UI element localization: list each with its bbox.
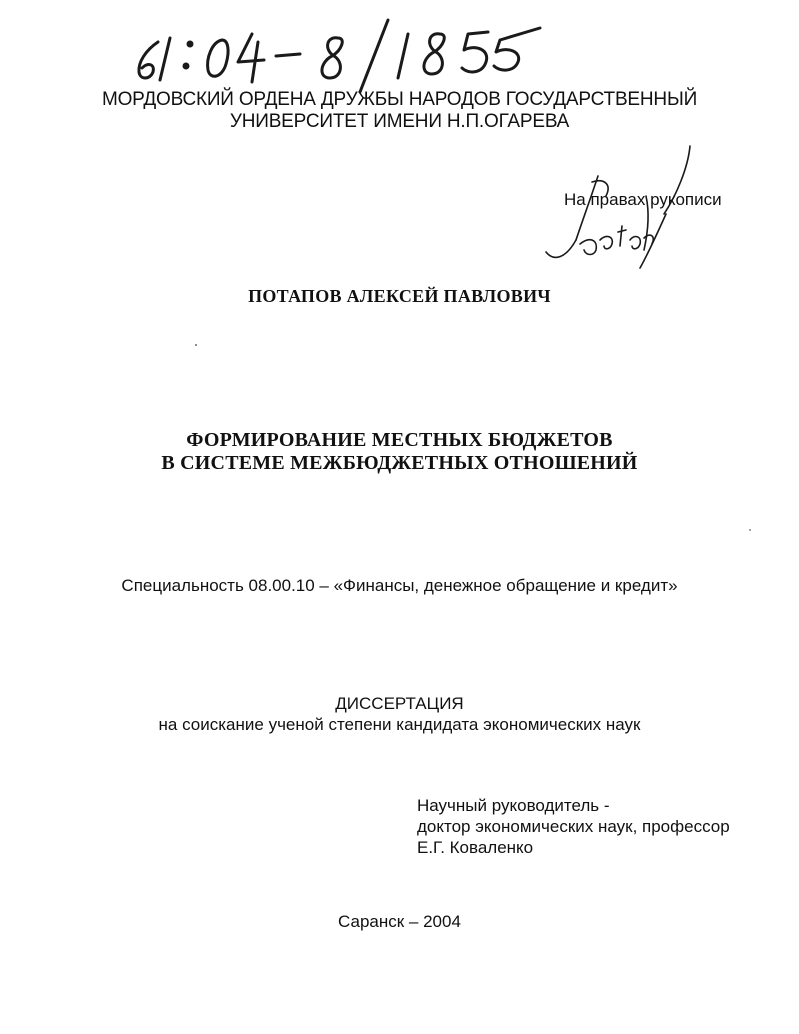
dissertation-subheading: на соискание ученой степени кандидата экономических наук [158, 715, 641, 734]
city-year: Саранск – 2004 [338, 912, 461, 931]
manuscript-rights: На правах рукописи [564, 190, 722, 209]
supervisor-line-1: Научный руководитель - [417, 796, 610, 815]
speck [195, 344, 197, 346]
speck [749, 529, 751, 531]
author-name: ПОТАПОВ АЛЕКСЕЙ ПАВЛОВИЧ [248, 286, 551, 306]
title-line-2: В СИСТЕМЕ МЕЖБЮДЖЕТНЫХ ОТНОШЕНИЙ [161, 452, 638, 474]
supervisor-line-3: Е.Г. Коваленко [417, 838, 534, 857]
dissertation-heading: ДИССЕРТАЦИЯ [335, 694, 464, 713]
university-header [0, 89, 799, 133]
supervisor-block [417, 795, 730, 858]
university-line-1: МОРДОВСКИЙ ОРДЕНА ДРУЖБЫ НАРОДОВ ГОСУДАРСТВЕННЫЙ [101, 89, 698, 110]
supervisor-line-2: доктор экономических наук, профессор [417, 817, 730, 836]
specialty: Специальность 08.00.10 – «Финансы, денежное обращение и кредит» [121, 576, 678, 595]
dissertation-block [0, 693, 799, 735]
university-line-2: УНИВЕРСИТЕТ ИМЕНИ Н.П.ОГАРЕВА [229, 111, 570, 132]
dissertation-title [0, 429, 799, 475]
archive-number-handwritten [139, 20, 540, 92]
title-line-1: ФОРМИРОВАНИЕ МЕСТНЫХ БЮДЖЕТОВ [186, 429, 613, 451]
